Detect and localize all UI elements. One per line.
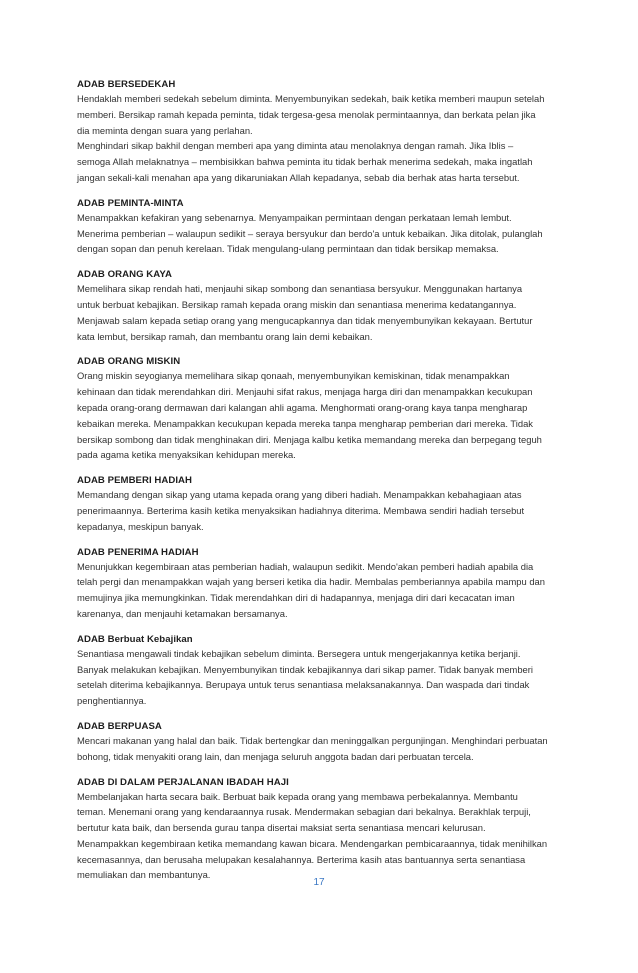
section-adab-bersedekah <box>77 78 567 186</box>
paragraph-line: Senantiasa mengawali tindak kebajikan sebelum diminta. Bersegera untuk mengerjakannya ketika berjanji. <box>77 647 521 659</box>
paragraph-line: dengan sopan dan penuh kerelaan. Tidak mengulang-ulang permintaan dan tidak bersikap memaksa. <box>77 243 499 255</box>
paragraph-line: kepadanya, meskipun banyak. <box>77 520 204 532</box>
paragraph-line: setelah diterima kebajikannya. Berupaya untuk terus senantiasa melaksanakannya. Dan waspada dari tindak <box>77 679 530 691</box>
paragraph-line: Banyak melakukan kebajikan. Menyembunyikan tindak kebajikannya dari sikap pamer. Tidak banyak memberi <box>77 663 533 675</box>
paragraph-line: teman. Menemani orang yang kendaraannya rusak. Mendermakan sebagian dari bekalnya. Berakhlak terpuji, <box>77 806 531 818</box>
document-body <box>77 78 567 894</box>
section-adab-orang-miskin <box>77 355 567 463</box>
paragraph-line: jangan sekali-kali menahan apa yang dikaruniakan Allah kepadanya, sebab dia berhak atas harta tersebut. <box>77 171 520 183</box>
paragraph-line: Menampakkan kegembiraan ketika memandang kawan bicara. Mendengarkan pembicaraannya, tidak menihilkan <box>77 837 548 849</box>
paragraph-line: untuk berbuat kebajikan. Bersikap ramah kepada orang miskin dan senantiasa menerima kedatangannya. <box>77 298 517 310</box>
section-heading: ADAB PEMINTA-MINTA <box>77 197 184 209</box>
paragraph-line: Mencari makanan yang halal dan baik. Tidak bertengkar dan meninggalkan pergunjingan. Menghindari perbuatan <box>77 734 548 746</box>
paragraph-line: Menghindari sikap bakhil dengan memberi apa yang diminta atau menolaknya dengan ramah. Jika Iblis – <box>77 140 514 152</box>
paragraph-line: kepada orang-orang dermawan dari kalangan ahli agama. Menghormati orang-orang kaya tanpa mengharap <box>77 401 528 413</box>
paragraph-line: bertutur kata baik, dan bersenda gurau tanpa disertai maksiat serta senantiasa mencari kelurusan. <box>77 822 486 834</box>
paragraph-line: bohong, tidak menyakiti orang lain, dan menjaga seluruh anggota badan dari perbuatan tercela. <box>77 750 474 762</box>
paragraph-line: telah pergi dan menampakkan wajah yang berseri ketika dia hadir. Membalas pemberiannya apabila mampu dan <box>77 576 545 588</box>
paragraph-line: semoga Allah melaknatnya – membisikkan bahwa peminta itu tidak berhak menerima sedekah, maka ingatlah <box>77 156 533 168</box>
paragraph-line: Menampakkan kefakiran yang sebenarnya. Menyampaikan permintaan dengan perkataan lemah lembut. <box>77 211 512 223</box>
paragraph-line: bersikap sombong dan tidak menghinakan diri. Menjaga kalbu ketika memandang mereka dan berpegang teguh <box>77 433 542 445</box>
paragraph-line: memberi. Bersikap ramah kepada peminta, tidak tergesa-gesa menolak permintaannya, dan berkata pelan jika <box>77 108 536 120</box>
section-heading: ADAB PEMBERI HADIAH <box>77 475 193 487</box>
paragraph-line: Orang miskin seyogianya memelihara sikap qonaah, menyembunyikan kemiskinan, tidak menampakkan <box>77 370 510 382</box>
paragraph-line: Menunjukkan kegembiraan atas pemberian hadiah, walaupun sedikit. Mendo'akan pemberi hadiah apabila dia <box>77 560 534 572</box>
section-adab-berpuasa <box>77 720 567 765</box>
section-heading: ADAB DI DALAM PERJALANAN IBADAH HAJI <box>77 776 289 788</box>
section-adab-peminta-minta <box>77 197 567 257</box>
paragraph-line: kehinaan dan tidak merendahkan diri. Menjauhi sifat rakus, menjaga harga diri dan menampakkan kecukupan <box>77 386 533 398</box>
section-adab-orang-kaya <box>77 268 567 344</box>
paragraph-line: Membelanjakan harta secara baik. Berbuat baik kepada orang yang membawa perbekalannya. Membantu <box>77 790 518 802</box>
section-adab-pemberi-hadiah <box>77 474 567 534</box>
paragraph-line: kata lembut, bersikap ramah, dan membantu orang lain demi kebaikan. <box>77 330 373 342</box>
paragraph-line: penghentiannya. <box>77 695 147 707</box>
section-adab-berbuat-kebajikan <box>77 633 567 709</box>
paragraph-line: Menerima pemberian – walaupun sedikit – seraya bersyukur dan berdo'a untuk kebaikan. Jika ditolak, pulanglah <box>77 227 543 239</box>
paragraph-line: karenanya, dan menjauhi ketamakan bersamanya. <box>77 607 288 619</box>
paragraph-line: memujinya jika memungkinkan. Tidak merendahkan diri di hadapannya, menjaga diri dari kecacatan iman <box>77 592 515 604</box>
paragraph-line: pada agama ketika menyaksikan kehidupan mereka. <box>77 449 296 461</box>
paragraph-line: Hendaklah memberi sedekah sebelum diminta. Menyembunyikan sedekah, baik ketika memberi maupun setelah <box>77 93 545 104</box>
paragraph-line: dia meminta dengan suara yang perlahan. <box>77 124 253 136</box>
paragraph-line: kebaikan mereka. Menampakkan kecukupan kepada mereka tanpa mengharap pemberian dari mereka. Tidak <box>77 417 533 429</box>
paragraph-line: penerimaannya. Berterima kasih ketika menyaksikan hadiahnya diterima. Membawa sendiri hadiah tersebut <box>77 504 525 516</box>
section-heading: ADAB BERSEDEKAH <box>77 79 176 90</box>
section-heading: ADAB Berbuat Kebajikan <box>77 633 193 645</box>
paragraph-line: memuliakan dan membantunya. <box>77 869 211 881</box>
section-heading: ADAB BERPUASA <box>77 720 162 732</box>
paragraph-line: kecemasannya, dan berusaha melupakan kesalahannya. Berterima kasih atas bantuannya serta senantiasa <box>77 853 526 865</box>
paragraph-line: Memelihara sikap rendah hati, menjauhi sikap sombong dan senantiasa bersyukur. Menggunakan hartanya <box>77 283 523 295</box>
section-heading: ADAB ORANG KAYA <box>77 269 172 281</box>
section-adab-perjalanan-haji <box>77 776 567 884</box>
paragraph-line: Menjawab salam kepada setiap orang yang mengucapkannya dan tidak menyembunyikan kekayaan. Bertutur <box>77 314 533 326</box>
section-adab-penerima-hadiah <box>77 546 567 622</box>
page-number: 17 <box>313 877 325 888</box>
section-heading: ADAB PENERIMA HADIAH <box>77 546 199 558</box>
paragraph-line: Memandang dengan sikap yang utama kepada orang yang diberi hadiah. Menampakkan kebahagiaan atas <box>77 489 522 501</box>
section-heading: ADAB ORANG MISKIN <box>77 356 181 368</box>
